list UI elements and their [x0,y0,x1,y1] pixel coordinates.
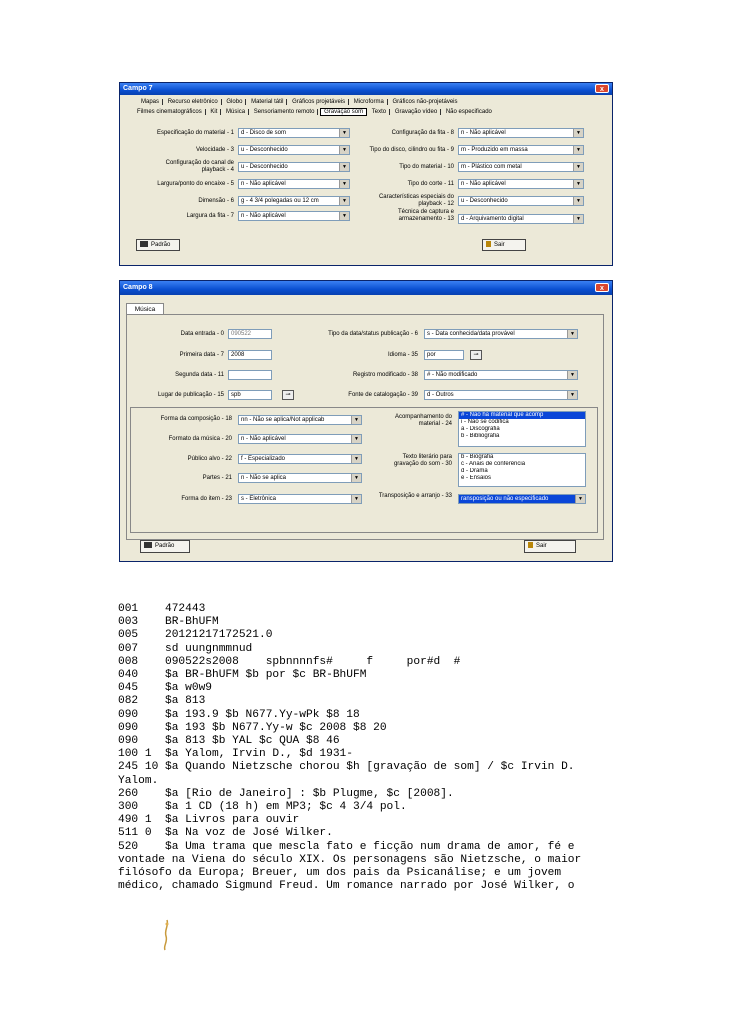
select-tipo-disco[interactable] [458,145,584,155]
chevron-down-icon[interactable]: ▼ [351,416,361,424]
label-texto-literario: Texto literário para gravação do som - 30 [393,454,452,467]
campo7-title: Campo 7 [123,85,153,92]
marc-line: 260 $a [Rio de Janeiro] : $b Plugme, $c [2008]. [118,787,454,800]
tab-kit[interactable]: Kit [207,109,221,115]
marc-line: vontade na Viena do século XIX. Os personagens são Nietzsche, o maior [118,853,582,866]
select-value: u - Desconhecido [241,147,288,153]
select-value: nn - Não se aplica/Not applicab [241,417,325,423]
label-largura-fita: Largura da fita - 7 [186,213,234,219]
select-forma-composicao[interactable] [238,415,362,425]
chevron-down-icon[interactable]: ▼ [351,455,361,463]
exit-button-label: Sair [494,242,505,248]
campo7-window [119,82,613,266]
door-icon [486,241,491,247]
campo8-exit-button[interactable] [524,540,576,553]
label-idioma: Idioma - 35 [387,352,418,358]
chevron-down-icon[interactable]: ▼ [351,495,361,503]
marc-line: 003 BR-BhUFM [118,616,219,629]
marc-line: 490 1 $a Livros para ouvir [118,814,300,827]
marc-line: 005 20121217172521.0 [118,629,273,642]
label-especificacao: Especificação do material - 1 [156,130,234,136]
list-item[interactable]: b - Biografia [461,454,494,460]
label-primeira-data: Primeira data - 7 [179,352,224,358]
select-forma-item[interactable] [238,494,362,504]
label-acompanhamento: Acompanhamento do material - 24 [394,414,452,427]
label-tecnica-captura: Técnica de captura e armazenamento - 13 [397,209,454,222]
select-value: n - Não aplicável [461,130,506,136]
campo7-tabs-row2 [134,109,495,115]
select-value: n - Não aplicável [241,181,286,187]
chevron-down-icon[interactable]: ▼ [339,180,349,188]
label-configuracao-fita: Configuração da fita - 8 [391,130,454,136]
select-fonte-catalogacao[interactable] [424,390,578,400]
campo8-titlebar [120,281,612,295]
select-largura-fita[interactable] [238,211,350,221]
campo7-exit-button[interactable] [482,239,526,251]
campo8-title: Campo 8 [123,284,153,291]
label-largura-encaixe: Largura/ponto do encaixe - 5 [157,181,234,187]
chevron-down-icon[interactable]: ▼ [575,495,585,503]
select-value: u - Desconhecido [461,198,508,204]
chevron-down-icon[interactable]: ▼ [339,146,349,154]
tab-graficos-nao-projetaveis[interactable]: Gráficos não-projetáveis [392,99,458,105]
acompanhamento-list[interactable] [458,411,586,447]
label-data-entrada: Data entrada - 0 [180,331,224,337]
tab-gravacao-video[interactable]: Gravação vídeo [392,109,441,115]
marc-line: 007 sd uungnmmnud [118,642,253,655]
campo8-close-button[interactable]: x [595,283,609,292]
select-value: d - Disco de som [241,130,287,136]
default-button-label: Padrão [155,543,175,549]
chevron-down-icon[interactable]: ▼ [567,391,577,399]
select-tipo-material[interactable] [458,162,584,172]
tab-nao-especificado[interactable]: Não especificado [445,109,492,115]
list-item[interactable]: d - Drama [461,468,488,474]
select-value: d - Arquivamento digital [461,216,524,222]
tab-graficos-projetaveis[interactable]: Gráficos projetáveis [289,99,349,105]
chevron-down-icon[interactable]: ▼ [339,212,349,220]
chevron-down-icon[interactable]: ▼ [351,435,361,443]
label-dimensao: Dimensão - 6 [198,198,234,204]
select-value: n - Não aplicável [461,181,506,187]
chevron-down-icon[interactable]: ▼ [339,129,349,137]
select-formato-musica[interactable] [238,434,362,444]
marc-line: 090 $a 193.9 $b N677.Yy-wPk $8 18 [118,708,360,721]
label-velocidade: Velocidade - 3 [195,147,234,153]
tab-globo[interactable]: Globo [223,99,246,105]
keyboard-icon [140,241,148,247]
chevron-down-icon[interactable]: ▼ [339,197,349,205]
marc-line: Yalom. [118,774,159,787]
campo7-titlebar [120,83,612,95]
select-value: d - Outros [427,392,454,398]
marc-line: 300 $a 1 CD (18 h) em MP3; $c 4 3/4 pol. [118,801,407,814]
chevron-down-icon[interactable]: ▼ [573,146,583,154]
tab-texto[interactable]: Texto [369,109,390,115]
tab-musica[interactable]: Música [223,109,249,115]
list-item[interactable]: b - Bibliografia [461,433,500,439]
chevron-down-icon[interactable]: ▼ [573,163,583,171]
label-formato-musica: Formato da música - 20 [168,436,232,442]
select-tipo-data[interactable] [424,329,578,339]
list-item[interactable]: e - Ensaios [461,475,492,481]
campo7-close-button[interactable]: x [595,84,609,93]
marc-line: 090 $a 193 $b N677.Yy-w $c 2008 $8 20 [118,721,387,734]
marc-record [118,603,581,893]
label-configuracao-canal: Configuração do canal de playback - 4 [165,160,234,173]
select-dimensao[interactable] [238,196,350,206]
label-forma-composicao: Forma da composição - 18 [160,416,232,422]
select-value: ransposição ou não especificado [461,496,549,502]
label-forma-item: Forma do item - 23 [181,496,232,502]
label-registro-modificado: Registro modificado - 38 [352,372,418,378]
label-segunda-data: Segunda data - 11 [175,372,224,378]
label-lugar-publicacao: Lugar de publicação - 15 [157,392,224,398]
marc-line: filósofo da Europa; Breuer, um dos pais da Psicanálise; e um jovem [118,867,562,880]
chevron-down-icon[interactable]: ▼ [573,129,583,137]
label-tipo-corte: Tipo do corte - 11 [407,181,454,187]
chevron-down-icon[interactable]: ▼ [573,215,583,223]
chevron-down-icon[interactable]: ▼ [567,330,577,338]
label-partes: Partes - 21 [202,475,232,481]
marc-line: 001 472443 [118,603,206,615]
marc-line: 008 090522s2008 spbnnnnfs# f por#d # [118,655,461,668]
select-partes[interactable] [238,473,362,483]
campo7-tabs-row1 [138,99,461,105]
select-tecnica-captura[interactable] [458,214,584,224]
chevron-down-icon[interactable]: ▼ [573,180,583,188]
select-especificacao[interactable] [238,128,350,138]
tab-gravacao-som[interactable]: Gravação som [320,108,367,116]
tab-filmes[interactable]: Filmes cinematográficos [134,109,206,115]
list-item[interactable]: i - Não se codifica [461,419,509,425]
exit-button-label: Sair [536,543,547,549]
list-item[interactable]: c - Anais de conferência [461,461,526,467]
lookup-key-icon[interactable]: ⊸ [282,390,294,400]
lookup-key-icon[interactable]: ⊸ [470,350,482,360]
label-publico-alvo: Público alvo - 22 [187,456,232,462]
marc-line: 040 $a BR-BhUFM $b por $c BR-BhUFM [118,669,367,682]
handwritten-mark-icon [160,918,174,955]
default-button-label: Padrão [151,242,171,248]
chevron-down-icon[interactable]: ▼ [339,163,349,171]
select-caracteristicas-playback[interactable] [458,196,584,206]
list-item[interactable]: # - Não há material que acomp [459,412,585,419]
lugar-publicacao-field[interactable]: spb [228,390,272,400]
tab-microforma[interactable]: Microforma [351,99,388,105]
primeira-data-field[interactable]: 2008 [228,350,272,360]
marc-line: 090 $a 813 $b YAL $c QUA $8 46 [118,735,340,748]
select-configuracao-canal[interactable] [238,162,350,172]
select-largura-encaixe[interactable] [238,179,350,189]
marc-line: 511 0 $a Na voz de José Wilker. [118,827,333,840]
tab-sensoriamento[interactable]: Sensoriamento remoto [251,109,319,115]
segunda-data-field[interactable] [228,370,272,380]
label-fonte-catalogacao: Fonte de catalogação - 39 [348,392,418,398]
label-caracteristicas-playback: Características especiais do playback - 12 [378,194,454,207]
label-tipo-material: Tipo do material - 10 [399,164,454,170]
select-value: s - Data conhecida/data provável [427,331,515,337]
label-tipo-data: Tipo da data/status publicação - 6 [328,331,418,337]
select-value: g - 4 3/4 polegadas ou 12 cm [241,198,319,204]
marc-line: 045 $a w0w9 [118,682,212,695]
select-value: n - Não aplicável [241,213,286,219]
select-value: u - Desconhecido [241,164,288,170]
texto-literario-list[interactable] [458,453,586,487]
list-item[interactable]: a - Discografia [461,426,500,432]
marc-line: 100 1 $a Yalom, Irvin D., $d 1931- [118,748,353,761]
marc-line: 245 10 $a Quando Nietzsche chorou $h [gravação de som] / $c Irvin D. [118,761,575,774]
select-value: f - Especializado [241,456,286,462]
campo8-default-button[interactable] [140,540,190,553]
select-value: m - Plástico com metal [461,164,522,170]
select-configuracao-fita[interactable] [458,128,584,138]
data-entrada-field[interactable]: 090522 [228,329,272,339]
marc-line: 520 $a Uma trama que mescla fato e ficção num drama de amor, fé e [118,840,575,853]
tab-musica-active[interactable]: Música [126,303,164,314]
chevron-down-icon[interactable]: ▼ [351,474,361,482]
tab-mapas[interactable]: Mapas [138,99,163,105]
label-tipo-disco: Tipo do disco, cilindro ou fita - 9 [369,147,454,153]
tab-recurso-eletronico[interactable]: Recurso eletrônico [165,99,222,105]
select-value: m - Produzido em massa [461,147,528,153]
chevron-down-icon[interactable]: ▼ [573,197,583,205]
door-icon [528,542,533,548]
idioma-field[interactable]: por [424,350,464,360]
select-value: n - Não se aplica [241,475,287,481]
marc-line: médico, chamado Sigmund Freud. Um romance narrado por José Wilker, o [118,880,575,893]
select-value: n - Não aplicável [241,436,286,442]
campo8-window [119,280,613,562]
select-registro-modificado[interactable] [424,370,578,380]
chevron-down-icon[interactable]: ▼ [567,371,577,379]
label-transposicao: Transposição e arranjo - 33 [378,493,452,499]
select-value: s - Eletrônica [241,496,277,502]
select-tipo-corte[interactable] [458,179,584,189]
select-transposicao[interactable] [458,494,586,504]
marc-line: 082 $a 813 [118,695,206,708]
keyboard-icon [144,542,152,548]
select-value: # - Não modificado [427,372,478,378]
campo7-default-button[interactable] [136,239,180,251]
tab-material-tatil[interactable]: Material tátil [248,99,287,105]
select-publico-alvo[interactable] [238,454,362,464]
